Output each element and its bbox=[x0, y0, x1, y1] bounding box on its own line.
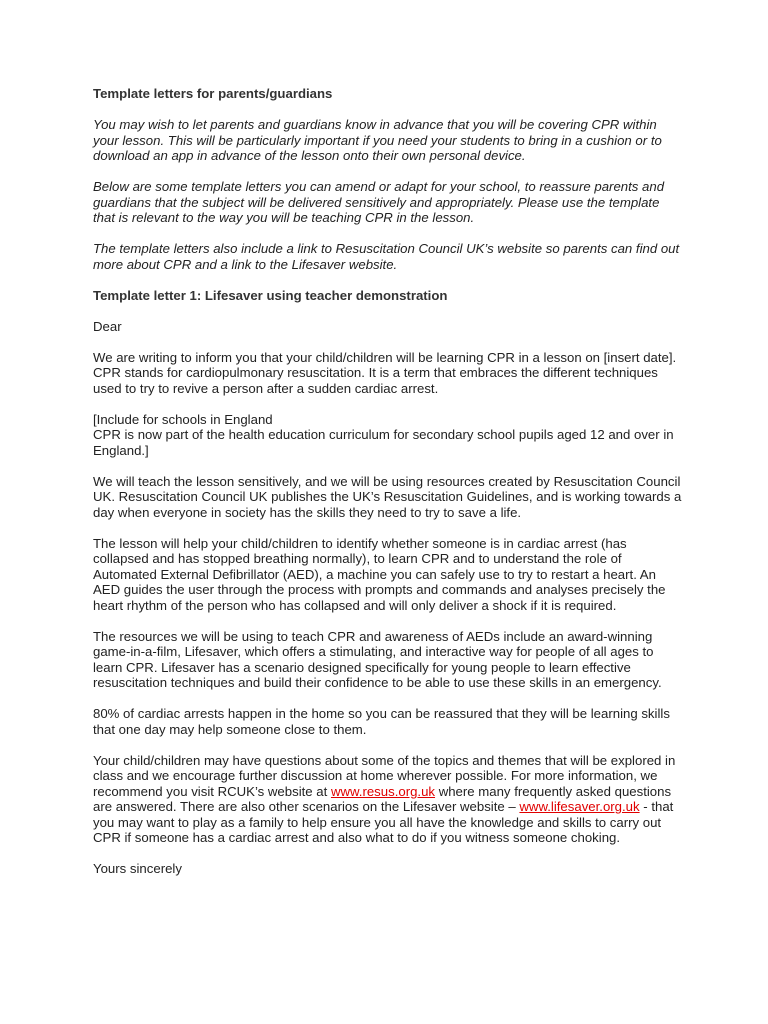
england-note bbox=[93, 412, 683, 459]
intro-paragraph: You may wish to let parents and guardians know in advance that you will be covering CPR within your lesson. This will be particularly important if you need your students to bring in a cushion or to download an app in advance of the lesson onto their own personal device. bbox=[93, 117, 662, 163]
resus-link[interactable]: www.resus.org.uk bbox=[330, 783, 436, 799]
letter-paragraph-links bbox=[93, 753, 683, 846]
england-note-line: CPR is now part of the health education curriculum for secondary school pupils aged 12 and over in England.] bbox=[93, 427, 674, 458]
letter-paragraph: 80% of cardiac arrests happen in the home so you can be reassured that they will be learning skills that one day may help someone close to them. bbox=[93, 706, 670, 737]
lifesaver-link[interactable]: www.lifesaver.org.uk bbox=[519, 799, 640, 814]
letter-paragraph: We are writing to inform you that your child/children will be learning CPR in a lesson on [insert date]. CPR stands for cardiopulmonary resuscitation. It is a term that embraces the different techniques used to try to revive a person after a sudden cardiac arrest. bbox=[93, 349, 677, 396]
intro-paragraph: Below are some template letters you can amend or adapt for your school, to reassure parents and guardians that the subject will be delivered sensitively and appropriately. Please use the template that is relevant to the way you will be teaching CPR in the lesson. bbox=[93, 179, 665, 225]
page-title: Template letters for parents/guardians bbox=[93, 86, 333, 101]
letter-text: where many frequently asked questions are answered. There are also other scenarios on the Lifesaver website – bbox=[93, 783, 672, 814]
salutation: Dear bbox=[93, 318, 122, 334]
letter-paragraph: The lesson will help your child/children to identify whether someone is in cardiac arrest (has collapsed and has stopped breathing normally), to learn CPR and to understand the role of Automated External Defibrillator (AED), a machine you can safely use to try to restart a heart. An AED guides the user through the process with prompts and commands and analyses precisely the heart rhythm of the person who has collapsed and will only deliver a shock if it is required. bbox=[93, 535, 666, 613]
letter-heading: Template letter 1: Lifesaver using teacher demonstration bbox=[93, 287, 448, 303]
england-note-line: [Include for schools in England bbox=[93, 411, 273, 427]
closing: Yours sincerely bbox=[93, 861, 182, 876]
letter-content bbox=[93, 86, 683, 892]
letter-text: - that you may want to play as a family to help ensure you all have the knowledge and skills to carry out CPR if someone has a cardiac arrest and also what to do if you witness someone choking. bbox=[93, 799, 674, 845]
letter-paragraph: We will teach the lesson sensitively, and we will be using resources created by Resuscitation Council UK. Resuscitation Council UK publishes the UK’s Resuscitation Guidelines, and is working towards a day when everyone in society has the skills they need to try to save a life. bbox=[93, 473, 682, 520]
letter-paragraph: The resources we will be using to teach CPR and awareness of AEDs include an award-winning game-in-a-film, Lifesaver, which offers a stimulating, and interactive way for people of all ages to learn CPR. Lifesaver has a scenario designed specifically for young people to learn effective resuscitation techniques and build their confidence to be able to use these skills in an emergency. bbox=[93, 628, 662, 690]
letter-text: Your child/children may have questions about some of the topics and themes that will be explored in class and we encourage further discussion at home wherever possible. For more information, we recommend you visit RCUK’s website at bbox=[93, 752, 676, 799]
intro-paragraph: The template letters also include a link to Resuscitation Council UK’s website so parents can find out more about CPR and a link to the Lifesaver website. bbox=[93, 241, 680, 272]
